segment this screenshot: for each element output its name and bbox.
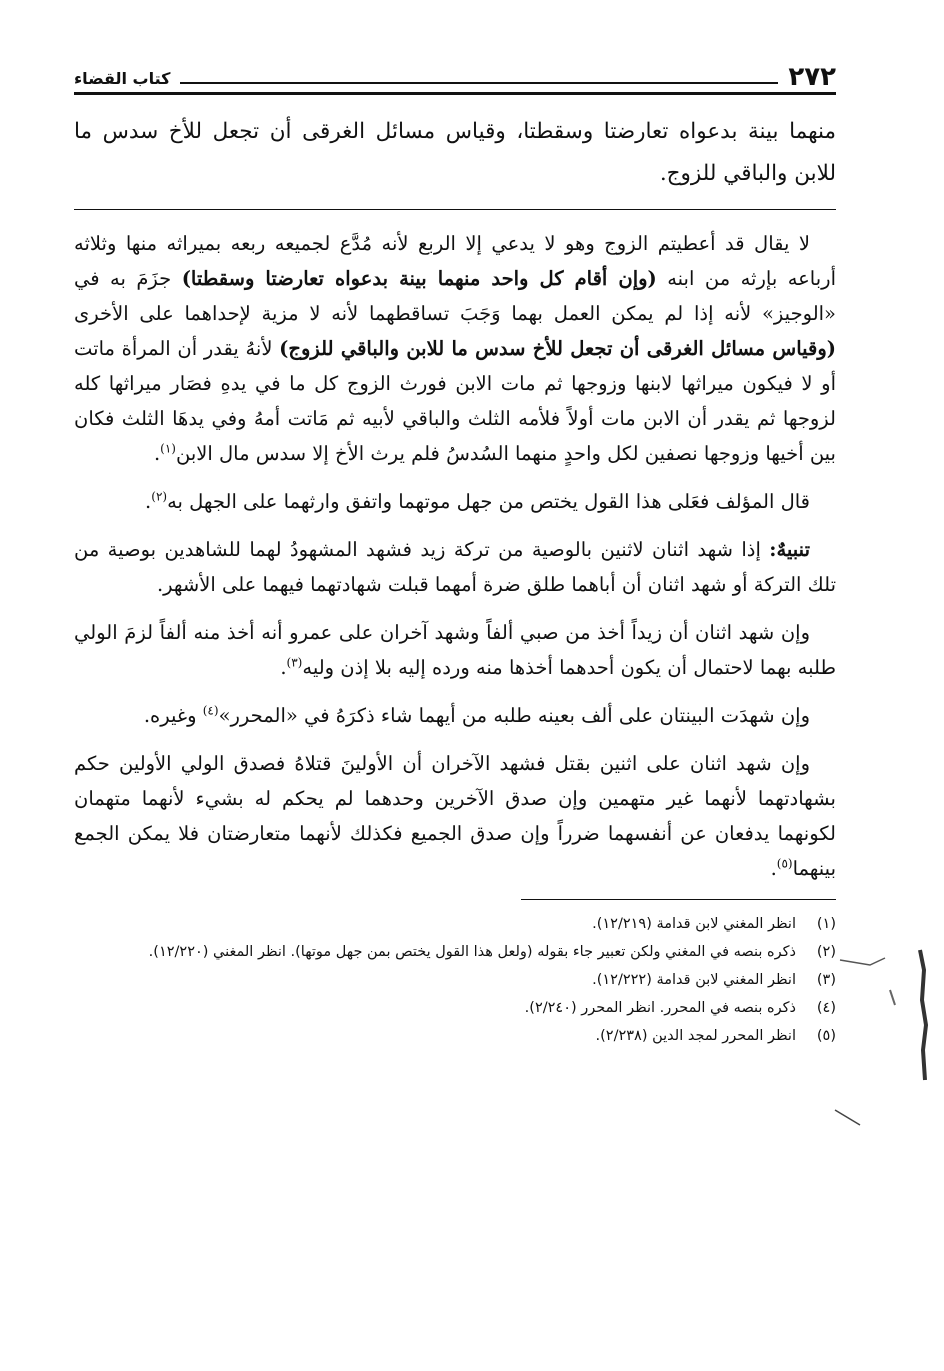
commentary-paragraph-4: وإن شهد اثنان أن زيداً أخذ من صبي ألفاً وشهد آخران على عمرو أنه أخذ منه ألفاً لزمَ الولي طلبه بهما لاحتمال أن يكون أحدهما أخذها منه ورده إليه بلا إذن وليه$^{(٣)}$. — [74, 621, 836, 679]
scan-artifact-marks — [830, 930, 940, 1130]
commentary-text: قال المؤلف فعَلى هذا القول يختص من جهل موتهما واتفق وارثهما على الجهل به — [167, 490, 810, 513]
commentary-paragraph-1: لا يقال قد أعطيتم الزوج وهو لا يدعي إلا الربع لأنه مُدَّع لجميعه ربعه بميراثه منها وثلاثه أرباعه بإرثه من ابنه (وإن أقام كل واحد منهما بينة بدعواه تعارضتا وسقطتا) جزَمَ به في «الوجيز» لأنه إذا لم يمكن العمل بهما وَجَبَ تساقطهما لأنه لا مزية لإحداهما على الأخرى (وقياس مسائل الغرقى أن تجعل للأخ سدس ما للابن والباقي للزوج) لأنهُ يقدر أن المرأة ماتت أو لا فيكون ميراثها لابنها وزوجها ثم مات الابن فورث الزوج كل ما في يدهِ فصَار ميراثها كله لزوجها ثم يقدر أن الابن مات أولاً فلأمه الثلث والباقي لأبيه ثم مَاتت أمهُ وفي يدهَا الثلث فكان بين أخيها وزوجها نصفين لكل واحدٍ منهما السُدسُ فلم يرث الأخ إلا سدس مال الابن$^{(١)}$. — [74, 232, 836, 465]
footnote-text: انظر المحرر لمجد الدين (٢/٢٣٨). — [595, 1028, 796, 1044]
commentary-text: وإن شهد اثنان على اثنين بقتل فشهد الآخران أن الأولينَ قتلاهُ فصدق الولي الأولين حكم بشهادتهما لأنهما غير متهمين وإن صدق الآخرين وحدهما لم يحكم له بشيء لأنهما متهمان لكونهما يدفعان عن أنفسهما ضرراً وإن صدق الجميع فكذلك لأنهما متعارضتان فلا يمكن الجمع بينهما — [74, 752, 836, 880]
footnote-ref-1[interactable]: (١) — [160, 441, 176, 456]
footnote-ref-5[interactable]: (٥) — [776, 856, 793, 871]
commentary-text: إذا شهد اثنان لاثنين بالوصية من تركة زيد فشهد المشهودُ لهما للشاهدين بوصية من تلك التركة أو شهد اثنان أن أباهما طلق ضرة أمهما قبلت شهادتهما فيهما على الأشهر. — [74, 538, 836, 596]
footnote-separator — [521, 899, 836, 900]
footnote-number: (٣) — [816, 972, 836, 988]
commentary-text: وإن شهد اثنان أن زيداً أخذ من صبي ألفاً وشهد آخران على عمرو أنه أخذ منه ألفاً لزمَ الولي طلبه بهما لاحتمال أن يكون أحدهما أخذها منه ورده إليه بلا إذن وليه — [74, 621, 836, 679]
footnotes — [74, 910, 836, 1050]
commentary-text: وإن شهدَت البينتان على ألف بعينه طلبه من أيهما شاء ذكرَهُ في «المحرر» — [218, 704, 810, 727]
quoted-text: (وإن أقام كل واحد منهما بينة بدعواه تعارضتا وسقطتا) — [181, 267, 657, 290]
footnote-item — [74, 910, 836, 938]
footnote-number: (٢) — [816, 944, 836, 960]
text-separator — [74, 209, 836, 210]
header-rule — [180, 82, 778, 84]
footnote-text: انظر المغني لابن قدامة (١٢/٢١٩). — [592, 916, 796, 932]
footnote-item — [74, 994, 836, 1022]
notice-label: تنبيهٌ: — [769, 538, 810, 561]
quoted-text: (وقياس مسائل الغرقى أن تجعل للأخ سدس ما للابن والباقي للزوج) — [279, 337, 836, 360]
footnote-item — [74, 966, 836, 994]
commentary-text: وغيره. — [143, 704, 203, 727]
footnote-ref-3[interactable]: (٣) — [286, 655, 303, 670]
commentary-text: لأنهُ يقدر أن المرأة ماتت أو لا فيكون ميراثها لابنها وزوجها ثم مات الابن فورث الزوج كل ما في يدهِ فصَار ميراثها كله لزوجها ثم يقدر أن الابن مات أولاً فلأمه الثلث والباقي لأبيه ثم مَاتت أمهُ وفي يدهَا الثلث فكان بين أخيها وزوجها نصفين لكل واحدٍ منهما السُدسُ فلم يرث الأخ إلا سدس مال الابن — [74, 337, 836, 465]
commentary-paragraph-5 — [74, 698, 836, 733]
footnote-number: (١) — [816, 916, 836, 932]
commentary-text: لا يقال قد أعطيتم الزوج وهو لا يدعي إلا الربع لأنه مُدَّع لجميعه ربعه بميراثه منها وثلاثه أرباعه بإرثه من ابنه — [74, 232, 836, 290]
commentary — [74, 226, 836, 886]
commentary-paragraph-6: وإن شهد اثنان على اثنين بقتل فشهد الآخران أن الأولينَ قتلاهُ فصدق الولي الأولين حكم بشهادتهما لأنهما غير متهمين وإن صدق الآخرين وحدهما لم يحكم له بشيء لأنهما متهمان لكونهما يدفعان عن أنفسهما ضرراً وإن صدق الجميع فكذلك لأنهما متعارضتان فلا يمكن الجمع بينهما$^{(٥)}$. — [74, 752, 836, 880]
footnote-text: ذكره بنصه في المحرر. انظر المحرر (٢/٢٤٠). — [524, 1000, 796, 1016]
footnote-item — [74, 938, 836, 966]
footnote-number: (٥) — [816, 1028, 836, 1044]
footnote-ref-4[interactable]: (٤) — [202, 703, 219, 718]
page-header — [74, 52, 836, 95]
footnote-number: (٤) — [816, 1000, 836, 1016]
footnote-text: انظر المغني لابن قدامة (١٢/٢٢٢). — [592, 972, 796, 988]
book-title: كتاب القضاء — [74, 69, 171, 88]
commentary-text: جزَمَ به في «الوجيز» لأنه إذا لم يمكن العمل بهما وَجَبَ تساقطهما لأنه لا مزية لإحداهما على الأخرى — [74, 267, 836, 325]
commentary-paragraph-3 — [74, 532, 836, 602]
footnote-text: ذكره بنصه في المغني ولكن تعبير جاء بقوله (ولعل هذا القول يختص بمن جهل موتها). انظر المغني (١٢/٢٢٠). — [148, 944, 796, 960]
book-page — [74, 52, 836, 1050]
footnote-ref-2[interactable]: (٢) — [151, 489, 168, 504]
main-text: منهما بينة بدعواه تعارضتا وسقطتا، وقياس مسائل الغرقى أن تجعل للأخ سدس ما للابن والباقي للزوج. — [74, 119, 836, 186]
commentary-paragraph-2: قال المؤلف فعَلى هذا القول يختص من جهل موتهما واتفق وارثهما على الجهل به$^{(٢)}$. — [145, 489, 810, 513]
footnote-item — [74, 1022, 836, 1050]
page-number: ٢٧٢ — [788, 62, 836, 92]
